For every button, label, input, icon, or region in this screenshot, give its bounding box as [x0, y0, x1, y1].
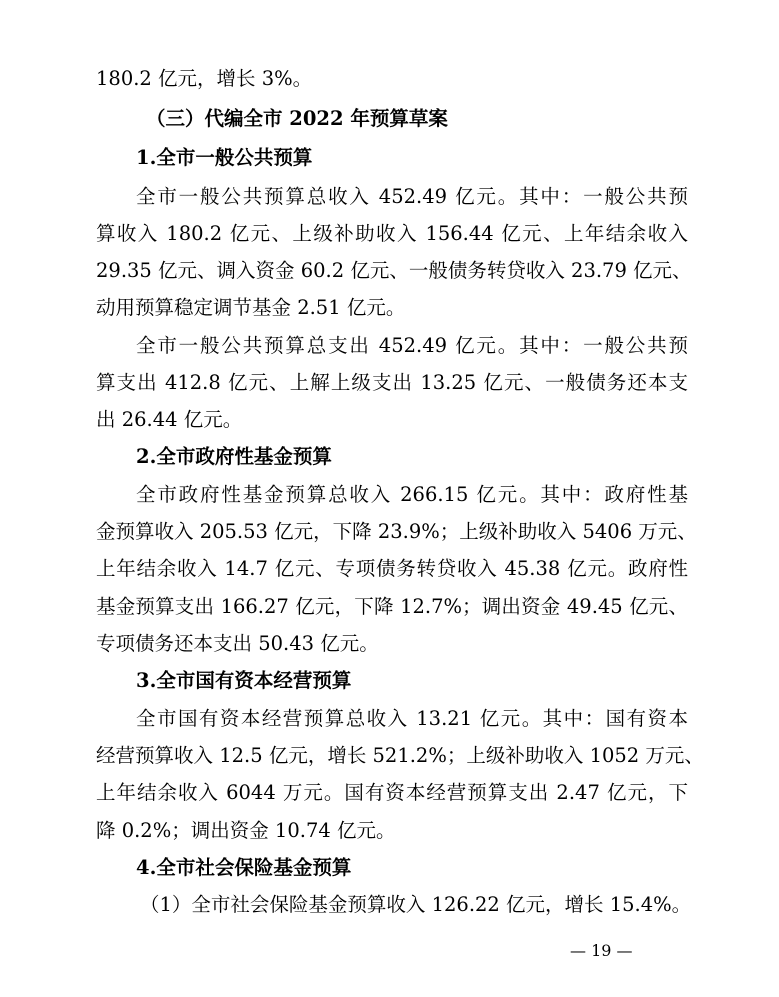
subsection-heading: 1.全市一般公共预算 [136, 146, 313, 169]
paragraph-line: 算收入 180.2 亿元、上级补助收入 156.44 亿元、上年结余收入 [96, 222, 688, 245]
paragraph-line: 动用预算稳定调节基金 2.51 亿元。 [96, 296, 406, 319]
paragraph-line: 降 0.2%；调出资金 10.74 亿元。 [96, 819, 396, 842]
subsection-heading: 3.全市国有资本经营预算 [136, 669, 352, 692]
paragraph-line: 算支出 412.8 亿元、上解上级支出 13.25 亿元、一般债务还本支 [96, 371, 688, 394]
page-number: — 19 — [570, 941, 633, 960]
section-heading: （三）代编全市 2022 年预算草案 [146, 107, 448, 130]
subsection-heading: 2.全市政府性基金预算 [136, 445, 332, 468]
paragraph-line: 经营预算收入 12.5 亿元，增长 521.2%；上级补助收入 1052 万元、 [96, 744, 704, 767]
paragraph-line: 全市政府性基金预算总收入 266.15 亿元。其中：政府性基 [136, 483, 688, 506]
paragraph-line: 金预算收入 205.53 亿元，下降 23.9%；上级补助收入 5406 万元、 [96, 520, 697, 543]
paragraph-line: 出 26.44 亿元。 [96, 408, 243, 431]
paragraph-line: 上年结余收入 6044 万元。国有资本经营预算支出 2.47 亿元，下 [96, 781, 688, 804]
paragraph-line: 上年结余收入 14.7 亿元、专项债务转贷收入 45.38 亿元。政府性 [96, 557, 688, 580]
paragraph-line: 全市国有资本经营预算总收入 13.21 亿元。其中：国有资本 [136, 707, 688, 730]
text-line: 180.2 亿元，增长 3%。 [96, 67, 313, 90]
paragraph-line: 基金预算支出 166.27 亿元，下降 12.7%；调出资金 49.45 亿元、 [96, 595, 688, 618]
paragraph-line: 29.35 亿元、调入资金 60.2 亿元、一般债务转贷收入 23.79 亿元、 [96, 259, 692, 282]
paragraph-line: 专项债务还本支出 50.43 亿元。 [96, 632, 379, 655]
paragraph-line: （1）全市社会保险基金预算收入 126.22 亿元，增长 15.4%。 [140, 893, 692, 916]
paragraph-line: 全市一般公共预算总收入 452.49 亿元。其中：一般公共预 [136, 185, 688, 208]
subsection-heading: 4.全市社会保险基金预算 [136, 856, 352, 879]
paragraph-line: 全市一般公共预算总支出 452.49 亿元。其中：一般公共预 [136, 334, 688, 357]
